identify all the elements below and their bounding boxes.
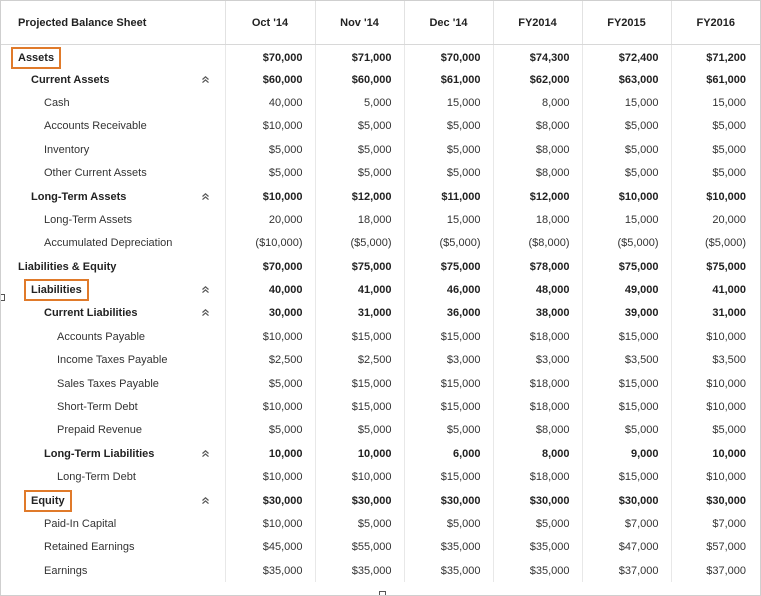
cell-sales-taxes-payable-fy2014: $18,000 (493, 372, 582, 395)
cell-equity-dec-14: $30,000 (404, 489, 493, 512)
cell-retained-earnings-dec-14: $35,000 (404, 536, 493, 559)
table-row-prepaid-revenue[interactable] (1, 419, 760, 442)
cell-current-liabilities-dec-14: 36,000 (404, 302, 493, 325)
cell-paid-in-capital-nov-14: $5,000 (315, 512, 404, 535)
row-label-income-taxes-payable: Income Taxes Payable (57, 354, 168, 367)
cell-long-term-assets-group-nov-14: $12,000 (315, 185, 404, 208)
cell-current-assets-fy2015: $63,000 (582, 68, 671, 91)
collapse-long-term-assets-group-icon[interactable] (201, 192, 211, 202)
cell-long-term-liabilities-dec-14: 6,000 (404, 442, 493, 465)
row-label-cell (1, 325, 225, 348)
row-label-current-assets: Current Assets (31, 73, 110, 86)
row-label-cell (1, 68, 225, 91)
balance-sheet-table (1, 1, 760, 582)
row-label-assets: Assets (18, 51, 55, 64)
cell-retained-earnings-oct-14: $45,000 (225, 536, 315, 559)
table-row-other-current-assets[interactable] (1, 161, 760, 184)
table-row-sales-taxes-payable[interactable] (1, 372, 760, 395)
cell-sales-taxes-payable-nov-14: $15,000 (315, 372, 404, 395)
row-label-cell (1, 138, 225, 161)
cell-accounts-payable-fy2014: $18,000 (493, 325, 582, 348)
cell-liabilities-fy2015: 49,000 (582, 278, 671, 301)
table-row-long-term-assets[interactable] (1, 208, 760, 231)
collapse-current-assets-icon[interactable] (201, 75, 211, 85)
row-label-accounts-receivable: Accounts Receivable (44, 120, 147, 133)
cell-equity-oct-14: $30,000 (225, 489, 315, 512)
cell-cash-fy2015: 15,000 (582, 91, 671, 114)
cell-prepaid-revenue-fy2016: $5,000 (712, 424, 746, 437)
row-label-cell (1, 232, 225, 255)
cell-accounts-receivable-fy2016: $5,000 (712, 120, 746, 133)
cell-paid-in-capital-fy2014: $5,000 (493, 512, 582, 535)
cell-assets-fy2015: $72,400 (582, 45, 671, 68)
table-row-accounts-receivable[interactable] (1, 115, 760, 138)
cell-other-current-assets-fy2014: $8,000 (493, 161, 582, 184)
row-label-cell (1, 115, 225, 138)
row-label-inventory: Inventory (44, 143, 90, 156)
row-label-cell (1, 512, 225, 535)
cell-accumulated-depreciation-fy2014: ($8,000) (493, 232, 582, 255)
cell-assets-dec-14: $70,000 (404, 45, 493, 68)
cell-liabilities-equity-nov-14: $75,000 (315, 255, 404, 278)
cell-prepaid-revenue-nov-14: $5,000 (315, 419, 404, 442)
cell-long-term-assets-fy2016: 20,000 (712, 213, 746, 226)
row-label-cell (1, 45, 225, 68)
row-label-cell (1, 185, 225, 208)
column-header-dec-14[interactable]: Dec '14 (404, 1, 493, 45)
cell-accumulated-depreciation-nov-14: ($5,000) (315, 232, 404, 255)
row-label-cell (1, 536, 225, 559)
row-label-retained-earnings: Retained Earnings (44, 541, 135, 554)
row-label-cell (1, 466, 225, 489)
cell-accounts-receivable-fy2014: $8,000 (493, 115, 582, 138)
cell-prepaid-revenue-fy2014: $8,000 (493, 419, 582, 442)
row-label-liabilities: Liabilities (31, 284, 82, 297)
cell-other-current-assets-oct-14: $5,000 (225, 161, 315, 184)
cell-earnings-fy2014: $35,000 (493, 559, 582, 582)
row-label-cell (1, 255, 225, 278)
cell-long-term-assets-fy2015: 15,000 (582, 208, 671, 231)
cell-long-term-debt-oct-14: $10,000 (225, 466, 315, 489)
cell-long-term-liabilities-fy2015: 9,000 (582, 442, 671, 465)
row-label-cash: Cash (44, 96, 70, 109)
cell-long-term-debt-dec-14: $15,000 (404, 466, 493, 489)
row-label-cell (1, 278, 225, 301)
column-header-oct-14[interactable]: Oct '14 (225, 1, 315, 45)
cell-accounts-payable-nov-14: $15,000 (315, 325, 404, 348)
row-label-long-term-assets-group: Long-Term Assets (31, 190, 127, 203)
table-row-equity[interactable] (1, 489, 760, 512)
row-label-cell (1, 372, 225, 395)
cell-liabilities-equity-fy2016: $75,000 (706, 260, 746, 273)
cell-accounts-payable-dec-14: $15,000 (404, 325, 493, 348)
cell-current-liabilities-fy2015: 39,000 (582, 302, 671, 325)
collapse-long-term-liabilities-icon[interactable] (201, 449, 211, 459)
cell-equity-fy2014: $30,000 (493, 489, 582, 512)
cell-income-taxes-payable-nov-14: $2,500 (315, 349, 404, 372)
cell-long-term-assets-group-fy2015: $10,000 (582, 185, 671, 208)
double-chevron-up-icon (201, 285, 210, 294)
collapse-liabilities-icon[interactable] (201, 285, 211, 295)
cell-long-term-liabilities-oct-14: 10,000 (225, 442, 315, 465)
cell-prepaid-revenue-dec-14: $5,000 (404, 419, 493, 442)
cell-retained-earnings-fy2015: $47,000 (582, 536, 671, 559)
cell-long-term-assets-nov-14: 18,000 (315, 208, 404, 231)
row-label-cell (1, 489, 225, 512)
table-row-cash[interactable] (1, 91, 760, 114)
table-title: Projected Balance Sheet (1, 1, 225, 45)
cell-long-term-assets-group-fy2016: $10,000 (706, 190, 746, 203)
double-chevron-up-icon (201, 449, 210, 458)
cell-accounts-receivable-dec-14: $5,000 (404, 115, 493, 138)
cell-long-term-assets-dec-14: 15,000 (404, 208, 493, 231)
row-label-earnings: Earnings (44, 564, 88, 577)
cell-assets-nov-14: $71,000 (315, 45, 404, 68)
table-row-accounts-payable[interactable] (1, 325, 760, 348)
cell-paid-in-capital-oct-14: $10,000 (225, 512, 315, 535)
cell-liabilities-equity-oct-14: $70,000 (225, 255, 315, 278)
cell-other-current-assets-nov-14: $5,000 (315, 161, 404, 184)
table-row-current-liabilities[interactable] (1, 302, 760, 325)
table-row-paid-in-capital[interactable] (1, 512, 760, 535)
cell-assets-oct-14: $70,000 (225, 45, 315, 68)
cell-long-term-assets-group-oct-14: $10,000 (225, 185, 315, 208)
cell-income-taxes-payable-fy2014: $3,000 (493, 349, 582, 372)
selection-handle-left[interactable] (0, 294, 5, 301)
cell-long-term-liabilities-fy2016: 10,000 (712, 447, 746, 460)
cell-short-term-debt-fy2016: $10,000 (706, 401, 746, 414)
cell-long-term-assets-fy2014: 18,000 (493, 208, 582, 231)
table-row-long-term-liabilities[interactable] (1, 442, 760, 465)
cell-inventory-fy2016: $5,000 (712, 143, 746, 156)
selection-handle-bottom[interactable] (379, 591, 386, 596)
cell-accounts-payable-fy2016: $10,000 (706, 330, 746, 343)
double-chevron-up-icon (201, 192, 210, 201)
row-label-accumulated-depreciation: Accumulated Depreciation (44, 237, 173, 250)
cell-prepaid-revenue-oct-14: $5,000 (225, 419, 315, 442)
cell-paid-in-capital-dec-14: $5,000 (404, 512, 493, 535)
cell-sales-taxes-payable-dec-14: $15,000 (404, 372, 493, 395)
cell-long-term-debt-fy2015: $15,000 (582, 466, 671, 489)
cell-cash-dec-14: 15,000 (404, 91, 493, 114)
cell-current-assets-oct-14: $60,000 (225, 68, 315, 91)
cell-short-term-debt-fy2015: $15,000 (582, 395, 671, 418)
cell-paid-in-capital-fy2016: $7,000 (712, 518, 746, 530)
cell-current-liabilities-fy2014: 38,000 (493, 302, 582, 325)
cell-liabilities-fy2014: 48,000 (493, 278, 582, 301)
cell-income-taxes-payable-fy2016: $3,500 (712, 354, 746, 367)
cell-inventory-dec-14: $5,000 (404, 138, 493, 161)
cell-accounts-payable-fy2015: $15,000 (582, 325, 671, 348)
cell-current-liabilities-oct-14: 30,000 (225, 302, 315, 325)
cell-sales-taxes-payable-fy2015: $15,000 (582, 372, 671, 395)
table-row-current-assets[interactable] (1, 68, 760, 91)
row-label-sales-taxes-payable: Sales Taxes Payable (57, 377, 159, 390)
cell-liabilities-fy2016: 41,000 (712, 284, 746, 297)
cell-current-liabilities-nov-14: 31,000 (315, 302, 404, 325)
cell-short-term-debt-fy2014: $18,000 (493, 395, 582, 418)
table-row-inventory[interactable] (1, 138, 760, 161)
cell-liabilities-oct-14: 40,000 (225, 278, 315, 301)
cell-retained-earnings-fy2016: $57,000 (706, 541, 746, 554)
cell-liabilities-equity-fy2015: $75,000 (582, 255, 671, 278)
cell-assets-fy2016: $71,200 (706, 51, 746, 64)
row-label-cell (1, 349, 225, 372)
cell-liabilities-equity-dec-14: $75,000 (404, 255, 493, 278)
cell-long-term-assets-group-dec-14: $11,000 (404, 185, 493, 208)
collapse-equity-icon[interactable] (201, 496, 211, 506)
cell-long-term-liabilities-nov-14: 10,000 (315, 442, 404, 465)
table-row-long-term-assets-group[interactable] (1, 185, 760, 208)
cell-earnings-nov-14: $35,000 (315, 559, 404, 582)
cell-accumulated-depreciation-oct-14: ($10,000) (225, 232, 315, 255)
table-row-assets[interactable] (1, 45, 760, 68)
row-label-other-current-assets: Other Current Assets (44, 167, 147, 180)
cell-cash-fy2016: 15,000 (712, 96, 746, 109)
cell-earnings-fy2015: $37,000 (582, 559, 671, 582)
cell-liabilities-nov-14: 41,000 (315, 278, 404, 301)
cell-long-term-liabilities-fy2014: 8,000 (493, 442, 582, 465)
double-chevron-up-icon (201, 75, 210, 84)
cell-income-taxes-payable-oct-14: $2,500 (225, 349, 315, 372)
column-header-fy2014[interactable]: FY2014 (493, 1, 582, 45)
cell-equity-fy2016: $30,000 (706, 494, 746, 507)
cell-current-assets-fy2016: $61,000 (706, 73, 746, 86)
double-chevron-up-icon (201, 496, 210, 505)
cell-retained-earnings-fy2014: $35,000 (493, 536, 582, 559)
row-label-cell (1, 302, 225, 325)
row-label-cell (1, 442, 225, 465)
row-label-cell (1, 208, 225, 231)
cell-accumulated-depreciation-dec-14: ($5,000) (404, 232, 493, 255)
cell-equity-fy2015: $30,000 (582, 489, 671, 512)
table-row-liabilities-equity[interactable] (1, 255, 760, 278)
cell-long-term-debt-fy2016: $10,000 (706, 471, 746, 484)
row-label-cell (1, 91, 225, 114)
cell-short-term-debt-nov-14: $15,000 (315, 395, 404, 418)
cell-liabilities-equity-fy2014: $78,000 (493, 255, 582, 278)
cell-other-current-assets-fy2016: $5,000 (712, 167, 746, 180)
cell-inventory-fy2014: $8,000 (493, 138, 582, 161)
table-row-accumulated-depreciation[interactable] (1, 232, 760, 255)
cell-long-term-debt-nov-14: $10,000 (315, 466, 404, 489)
double-chevron-up-icon (201, 308, 210, 317)
column-header-fy2016[interactable]: FY2016 (671, 1, 760, 45)
cell-long-term-assets-oct-14: 20,000 (225, 208, 315, 231)
row-label-cell (1, 395, 225, 418)
cell-current-liabilities-fy2016: 31,000 (712, 307, 746, 320)
cell-cash-nov-14: 5,000 (315, 91, 404, 114)
cell-earnings-fy2016: $37,000 (706, 564, 746, 577)
cell-inventory-fy2015: $5,000 (582, 138, 671, 161)
cell-earnings-dec-14: $35,000 (404, 559, 493, 582)
cell-paid-in-capital-fy2015: $7,000 (582, 512, 671, 535)
cell-sales-taxes-payable-fy2016: $10,000 (706, 377, 746, 390)
cell-current-assets-fy2014: $62,000 (493, 68, 582, 91)
cell-long-term-assets-group-fy2014: $12,000 (493, 185, 582, 208)
cell-income-taxes-payable-fy2015: $3,500 (582, 349, 671, 372)
row-label-cell (1, 559, 225, 582)
cell-current-assets-nov-14: $60,000 (315, 68, 404, 91)
cell-sales-taxes-payable-oct-14: $5,000 (225, 372, 315, 395)
row-label-equity: Equity (31, 494, 65, 507)
row-label-long-term-debt: Long-Term Debt (57, 471, 136, 484)
cell-accumulated-depreciation-fy2015: ($5,000) (582, 232, 671, 255)
cell-cash-oct-14: 40,000 (225, 91, 315, 114)
row-label-long-term-liabilities: Long-Term Liabilities (44, 447, 155, 460)
cell-accounts-receivable-nov-14: $5,000 (315, 115, 404, 138)
cell-short-term-debt-oct-14: $10,000 (225, 395, 315, 418)
column-header-nov-14[interactable]: Nov '14 (315, 1, 404, 45)
table-row-short-term-debt[interactable] (1, 395, 760, 418)
table-row-long-term-debt[interactable] (1, 466, 760, 489)
cell-long-term-debt-fy2014: $18,000 (493, 466, 582, 489)
row-label-current-liabilities: Current Liabilities (44, 307, 138, 320)
column-header-fy2015[interactable]: FY2015 (582, 1, 671, 45)
row-label-paid-in-capital: Paid-In Capital (44, 518, 117, 530)
cell-inventory-oct-14: $5,000 (225, 138, 315, 161)
row-label-cell (1, 161, 225, 184)
cell-accounts-payable-oct-14: $10,000 (225, 325, 315, 348)
cell-other-current-assets-fy2015: $5,000 (582, 161, 671, 184)
cell-assets-fy2014: $74,300 (493, 45, 582, 68)
cell-other-current-assets-dec-14: $5,000 (404, 161, 493, 184)
row-label-short-term-debt: Short-Term Debt (57, 401, 138, 414)
cell-liabilities-dec-14: 46,000 (404, 278, 493, 301)
row-label-cell (1, 419, 225, 442)
cell-accounts-receivable-oct-14: $10,000 (225, 115, 315, 138)
cell-equity-nov-14: $30,000 (315, 489, 404, 512)
table-row-retained-earnings[interactable] (1, 536, 760, 559)
cell-cash-fy2014: 8,000 (493, 91, 582, 114)
cell-short-term-debt-dec-14: $15,000 (404, 395, 493, 418)
table-row-income-taxes-payable[interactable] (1, 349, 760, 372)
row-label-liabilities-equity: Liabilities & Equity (18, 260, 117, 273)
cell-inventory-nov-14: $5,000 (315, 138, 404, 161)
table-row-earnings[interactable] (1, 559, 760, 582)
header-row (1, 1, 760, 45)
cell-retained-earnings-nov-14: $55,000 (315, 536, 404, 559)
cell-earnings-oct-14: $35,000 (225, 559, 315, 582)
row-label-prepaid-revenue: Prepaid Revenue (57, 424, 143, 437)
row-label-accounts-payable: Accounts Payable (57, 330, 146, 343)
cell-accumulated-depreciation-fy2016: ($5,000) (705, 237, 746, 250)
row-label-long-term-assets: Long-Term Assets (44, 213, 133, 226)
cell-prepaid-revenue-fy2015: $5,000 (582, 419, 671, 442)
table-row-liabilities[interactable] (1, 278, 760, 301)
cell-accounts-receivable-fy2015: $5,000 (582, 115, 671, 138)
cell-current-assets-dec-14: $61,000 (404, 68, 493, 91)
collapse-current-liabilities-icon[interactable] (201, 308, 211, 318)
cell-income-taxes-payable-dec-14: $3,000 (404, 349, 493, 372)
